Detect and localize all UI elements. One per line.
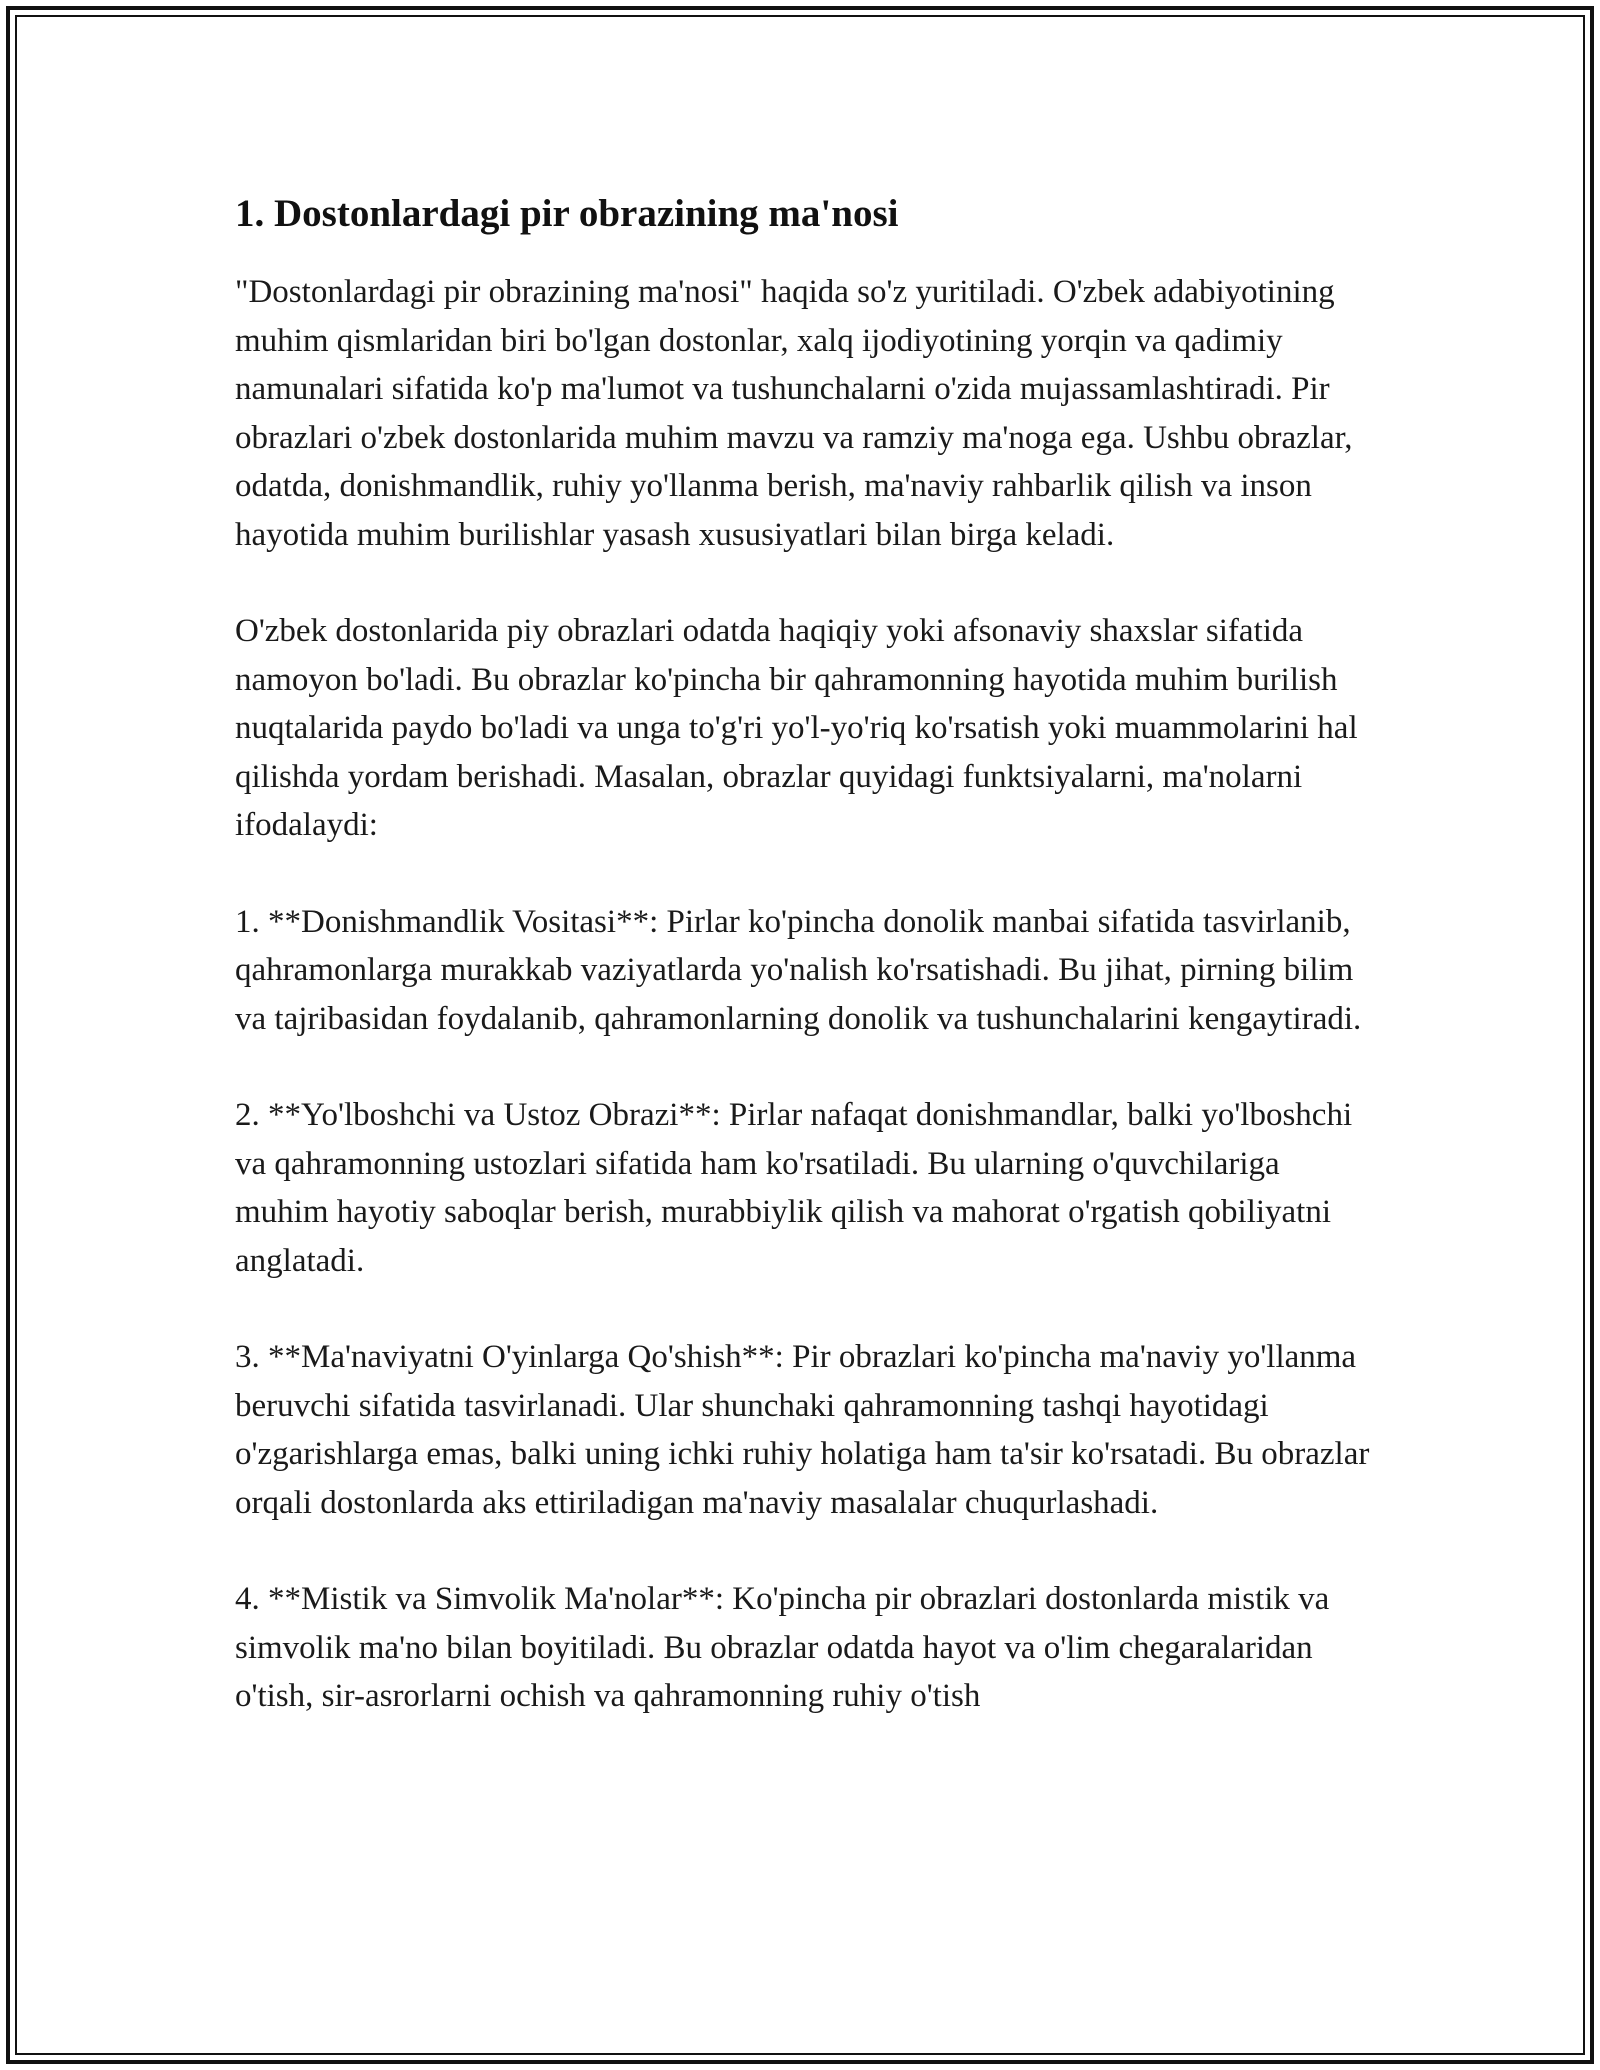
- document-body: [235, 188, 1375, 1769]
- list-item-3: 3. **Ma'naviyatni O'yinlarga Qo'shish**: Pir obrazlari ko'pincha ma'naviy yo'llanma beruvchi sifatida tasvirlanadi. Ular shunchaki qahramonning tashqi hayotidagi o'zgarishlarga emas, balki uning ichki ruhiy holatiga ham ta'sir ko'rsatadi. Bu obrazlar orqali dostonlarda aks ettiriladigan ma'naviy masalalar chuqurlashadi.: [235, 1339, 1370, 1521]
- list-item-1: 1. **Donishmandlik Vositasi**: Pirlar ko'pincha donolik manbai sifatida tasvirlanib, qahramonlarga murakkab vaziyatlarda yo'nalish ko'rsatishadi. Bu jihat, pirning bilim va tajribasidan foydalanib, qahramonlarning donolik va tushunchalarini kengaytiradi.: [235, 903, 1362, 1037]
- list-item-4: 4. **Mistik va Simvolik Ma'nolar**: Ko'pincha pir obrazlari dostonlarda mistik va simvolik ma'no bilan boyitiladi. Bu obrazlar odatda hayot va o'lim chegaralaridan o'tish, sir-asrorlarni ochish va qahramonning ruhiy o'tish: [235, 1581, 1330, 1714]
- list-item-2: 2. **Yo'lboshchi va Ustoz Obrazi**: Pirlar nafaqat donishmandlar, balki yo'lboshchi va qahramonning ustozlari sifatida ham ko'rsatiladi. Bu ularning o'quvchilariga muhim hayotiy saboqlar berish, murabbiylik qilish va mahorat o'rgatish qobiliyatni anglatadi.: [235, 1097, 1353, 1279]
- paragraph-overview: O'zbek dostonlarida piy obrazlari odatda haqiqiy yoki afsonaviy shaxslar sifatida namoyon bo'ladi. Bu obrazlar ko'pincha bir qahramonning hayotida muhim burilish nuqtalarida paydo bo'ladi va unga to'g'ri yo'l-yo'riq ko'rsatish yoki muammolarini hal qilishda yordam berishadi. Masalan, obrazlar quyidagi funktsiyalarni, ma'nolarni ifodalaydi:: [235, 613, 1358, 843]
- paragraph-intro: "Dostonlardagi pir obrazining ma'nosi" haqida so'z yuritiladi. O'zbek adabiyotining muhim qismlaridan biri bo'lgan dostonlar, xalq ijodiyotining yorqin va qadimiy namunalari sifatida ko'p ma'lumot va tushunchalarni o'zida mujassamlashtiradi. Pir obrazlari o'zbek dostonlarida muhim mavzu va ramziy ma'noga ega. Ushbu obrazlar, odatda, donishmandlik, ruhiy yo'llanma berish, ma'naviy rahbarlik qilish va inson hayotida muhim burilishlar yasash xususiyatlari bilan birga keladi.: [235, 274, 1353, 553]
- section-heading: 1. Dostonlardagi pir obrazining ma'nosi: [235, 192, 899, 235]
